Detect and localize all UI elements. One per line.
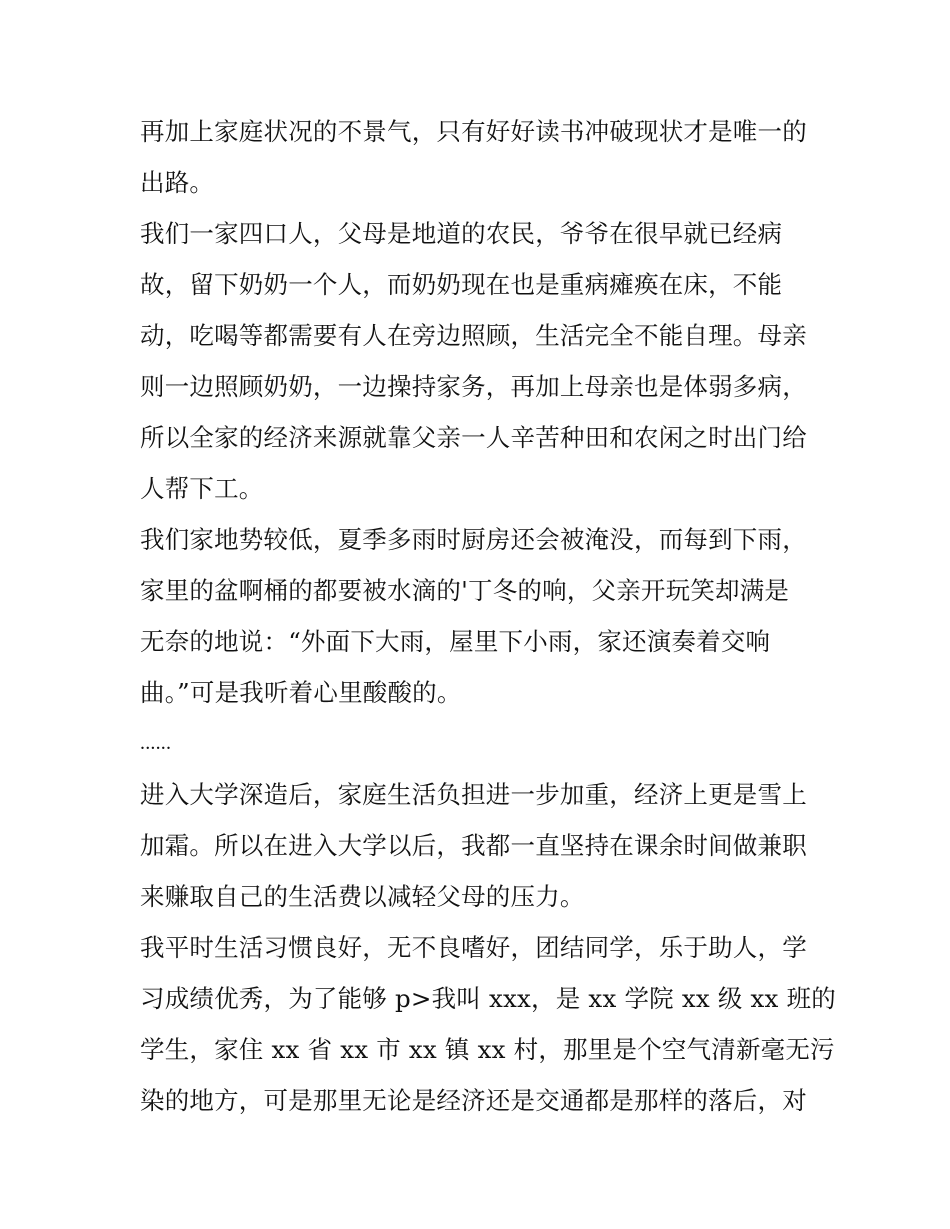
- text-line: 来赚取自己的生活费以减轻父母的压力。: [140, 882, 585, 911]
- text-line: 染的地方，可是那里无论是经济还是交通都是那样的落后，对: [140, 1086, 807, 1115]
- text-line: 所以全家的经济来源就靠父亲一人辛苦种田和农闲之时出门给: [140, 423, 807, 452]
- text-line: 则一边照顾奶奶，一边操持家务，再加上母亲也是体弱多病，: [140, 372, 807, 401]
- text-line: 无奈的地说：“外面下大雨，屋里下小雨，家还演奏着交响: [140, 627, 771, 656]
- text-line: 动，吃喝等都需要有人在旁边照顾，生活完全不能自理。母亲: [140, 321, 807, 350]
- text-line: 习成绩优秀，为了能够 p>我叫 xxx，是 xx 学院 xx 级 xx 班的: [140, 984, 836, 1013]
- text-line: 进入大学深造后，家庭生活负担进一步加重，经济上更是雪上: [140, 780, 807, 809]
- text-line: 家里的盆啊桶的都要被水滴的'丁冬的响，父亲开玩笑却满是: [140, 576, 790, 605]
- text-line: 加霜。所以在进入大学以后，我都一直坚持在课余时间做兼职: [140, 831, 807, 860]
- ellipsis-line: ......: [140, 732, 172, 754]
- text-line: 曲。”可是我听着心里酸酸的。: [140, 678, 462, 707]
- text-line: 我平时生活习惯良好，无不良嗜好，团结同学，乐于助人，学: [140, 933, 807, 962]
- text-line: 人帮下工。: [140, 474, 264, 503]
- text-line: 故，留下奶奶一个人，而奶奶现在也是重病瘫痪在床，不能: [140, 270, 783, 299]
- text-line: 出路。: [140, 168, 215, 197]
- text-line: 学生，家住 xx 省 xx 市 xx 镇 xx 村，那里是个空气清新毫无污: [140, 1035, 835, 1064]
- text-line: 我们一家四口人，父母是地道的农民，爷爷在很早就已经病: [140, 219, 783, 248]
- document-body: [140, 106, 836, 1126]
- text-line: 再加上家庭状况的不景气，只有好好读书冲破现状才是唯一的: [140, 117, 807, 146]
- text-line: 我们家地势较低，夏季多雨时厨房还会被淹没，而每到下雨，: [140, 525, 807, 554]
